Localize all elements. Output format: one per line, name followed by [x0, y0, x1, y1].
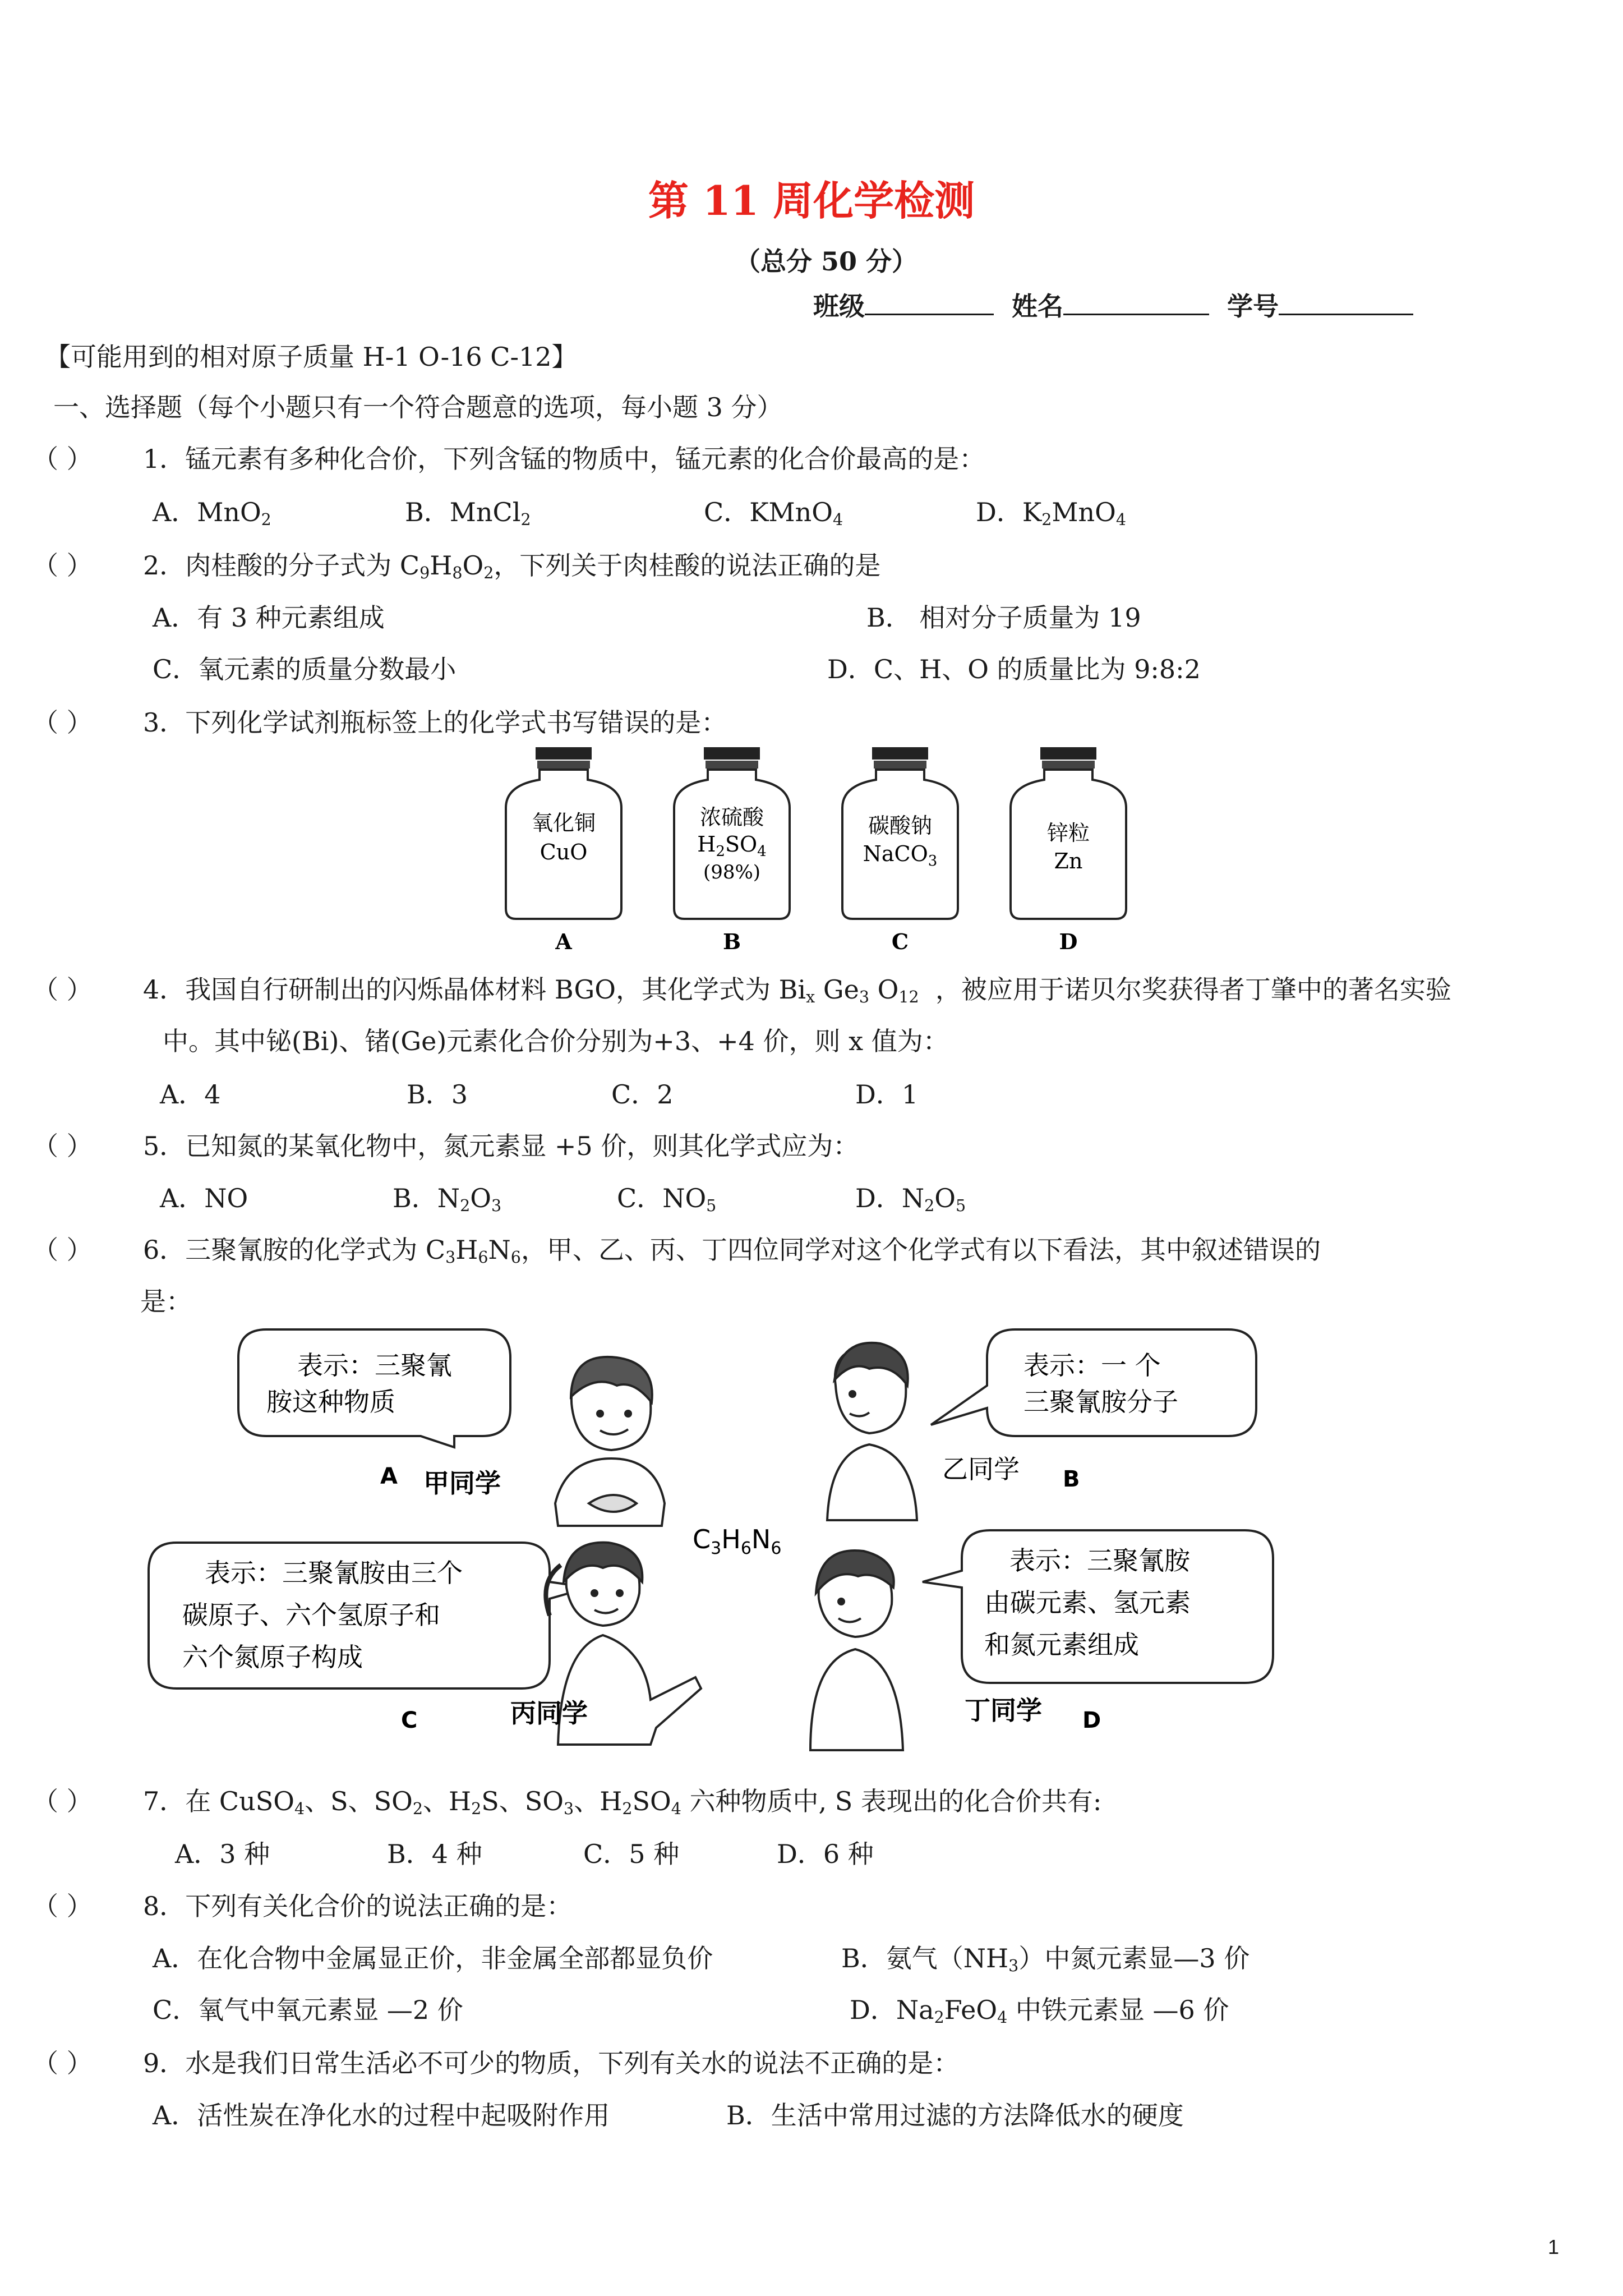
student-a-illustration — [555, 1357, 665, 1526]
q8-option-c: C．氧气中氧元素显 —2 价 — [153, 1995, 463, 2025]
answer-paren-q7[interactable]: （ ） — [33, 1786, 93, 1816]
class-label: 班级 — [813, 291, 865, 321]
page-number: 1 — [1548, 2235, 1560, 2258]
q2-option-c: C．氧元素的质量分数最小 — [153, 654, 457, 684]
student-d-illustration — [810, 1550, 903, 1750]
svg-text:胺这种物质: 胺这种物质 — [266, 1387, 395, 1417]
q5-option-d: D．$N_2O_5$ — [855, 1183, 966, 1216]
q8-option-b: B．氨气$(NH_3)$中氮元素显—3 价 — [841, 1943, 1250, 1976]
question-6-line2: 是： — [140, 1286, 192, 1317]
id-label: 学号 — [1227, 291, 1279, 321]
svg-text:表示：三聚氰: 表示：三聚氰 — [297, 1350, 452, 1381]
student-a-label: 甲同学 — [423, 1468, 501, 1498]
question-1: 1．锰元素有多种化合价，下列含锰的物质中，锰元素的化合价最高的是： — [143, 444, 985, 474]
bottle-c-name: 碳酸钠 — [868, 813, 933, 838]
bottle-b-letter: B — [722, 929, 741, 954]
student-c-label: 丙同学 — [510, 1698, 588, 1728]
speech-bubble-a — [238, 1329, 510, 1447]
q8-option-a: A．在化合物中金属显正价，非金属全部都显负价 — [153, 1943, 713, 1973]
id-blank[interactable] — [1279, 289, 1413, 315]
q1-option-d: D．$K_2MnO_4$ — [976, 497, 1127, 530]
svg-text:碳原子、六个氢原子和: 碳原子、六个氢原子和 — [182, 1600, 440, 1630]
question-7: 7．在 CuSO$_4$、S、$SO_2$、$H_2S$、$SO_3$、$H_2SO_4$ 六种物质中, S 表现出的化合价共有: — [143, 1786, 1102, 1819]
question-4: 4．我国自行研制出的闪烁晶体材料 BGO，其化学式为 $Bi_x$ $Ge_3$ $O_{12}$ ，被应用于诺贝尔奖获得者丁肇中的著名实验 — [143, 974, 1451, 1007]
q4-option-a: A．4 — [160, 1079, 221, 1110]
bottle-a-formula: CuO — [540, 840, 588, 864]
svg-text:表示：三聚氰胺: 表示：三聚氰胺 — [1009, 1545, 1190, 1576]
answer-paren-q1[interactable]: （ ） — [33, 444, 93, 474]
svg-text:和氮元素组成: 和氮元素组成 — [984, 1630, 1139, 1660]
bottle-d-formula: Zn — [1054, 849, 1083, 873]
bottle-a-name: 氧化铜 — [531, 811, 596, 835]
q4-option-b: B．3 — [407, 1079, 468, 1110]
q7-option-d: D．6 种 — [777, 1839, 874, 1869]
q7-option-c: C．5 种 — [583, 1839, 680, 1869]
speech-bubble-d — [923, 1530, 1273, 1683]
reagent-bottles-figure — [494, 740, 1127, 965]
svg-text:三聚氰胺分子: 三聚氰胺分子 — [1023, 1387, 1178, 1417]
svg-text:表示：三聚氰胺由三个: 表示：三聚氰胺由三个 — [205, 1558, 463, 1588]
svg-text:由碳元素、氢元素: 由碳元素、氢元素 — [984, 1588, 1191, 1618]
letter-b: B — [1063, 1466, 1080, 1492]
q4-option-c: C．2 — [611, 1079, 674, 1110]
bottle-b-formula: $H_2SO_4$ — [697, 832, 767, 860]
speech-bubble-c — [149, 1543, 589, 1688]
name-blank[interactable] — [1063, 289, 1209, 315]
q4-option-d: D．1 — [855, 1079, 919, 1110]
answer-paren-q6[interactable]: （ ） — [33, 1235, 93, 1265]
bottle-b — [674, 747, 790, 954]
letter-d: D — [1082, 1708, 1101, 1733]
bottle-c-formula: NaCO$_3$ — [863, 841, 938, 869]
q7-option-b: B．4 种 — [387, 1839, 482, 1869]
q5-option-b: B．$N_2O_3$ — [393, 1183, 502, 1216]
bottle-c — [842, 747, 958, 954]
q5-option-a: A．NO — [160, 1183, 248, 1213]
class-blank[interactable] — [865, 289, 994, 315]
q1-option-c: C．KMnO$_4$ — [704, 497, 843, 530]
q2-option-d: D．C、H、O 的质量比为 9:8:2 — [827, 654, 1201, 684]
q2-option-b: B． 相对分子质量为 19 — [866, 602, 1141, 633]
question-5: 5．已知氮的某氧化物中，氮元素显 +5 价，则其化学式应为： — [143, 1131, 859, 1161]
answer-paren-q4[interactable]: （ ） — [33, 974, 93, 1005]
question-9: 9．水是我们日常生活必不可少的物质，下列有关水的说法不正确的是： — [143, 2048, 960, 2078]
total-score: （总分 50 分） — [735, 246, 918, 277]
header-fields — [813, 286, 1413, 323]
q7-option-a: A．3 种 — [175, 1839, 270, 1869]
q1-option-a: A．MnO$_2$ — [153, 497, 271, 530]
svg-text:六个氮原子构成: 六个氮原子构成 — [182, 1642, 363, 1672]
question-6: 6．三聚氰胺的化学式为 $C_3H_6N_6$，甲、乙、丙、丁四位同学对这个化学式有以下看法，其中叙述错误的 — [143, 1235, 1321, 1267]
q9-option-b: B．生活中常用过滤的方法降低水的硬度 — [726, 2100, 1184, 2131]
bottle-d-letter: D — [1059, 929, 1078, 954]
q2-option-a: A．有 3 种元素组成 — [153, 602, 385, 633]
student-b-illustration — [827, 1343, 917, 1520]
student-b-label: 乙同学 — [942, 1454, 1020, 1484]
q9-option-a: A．活性炭在净化水的过程中起吸附作用 — [153, 2100, 610, 2131]
answer-paren-q8[interactable]: （ ） — [33, 1891, 93, 1921]
bottle-c-letter: C — [891, 929, 909, 954]
melamine-formula: $C_3H_6N_6$ — [693, 1524, 782, 1558]
letter-a: A — [380, 1464, 398, 1489]
bottle-a-letter: A — [555, 929, 572, 954]
melamine-opinions-figure — [140, 1318, 1290, 1767]
answer-paren-q3[interactable]: （ ） — [33, 707, 93, 738]
student-d-label: 丁同学 — [965, 1695, 1042, 1726]
question-3: 3．下列化学试剂瓶标签上的化学式书写错误的是： — [143, 707, 727, 738]
atomic-masses: 【可能用到的相对原子质量 H-1 O-16 C-12】 — [45, 342, 578, 372]
page-title: 第 11 周化学检测 — [648, 177, 975, 224]
letter-c: C — [401, 1708, 418, 1733]
answer-paren-q5[interactable]: （ ） — [33, 1131, 93, 1161]
svg-text:表示：一 个: 表示：一 个 — [1023, 1350, 1161, 1381]
bottle-b-extra: (98%) — [703, 861, 761, 884]
answer-paren-q9[interactable]: （ ） — [33, 2048, 93, 2078]
question-2: 2．肉桂酸的分子式为 $C_9H_8O_2$，下列关于肉桂酸的说法正确的是 — [143, 550, 881, 583]
question-8: 8．下列有关化合价的说法正确的是： — [143, 1891, 573, 1921]
bottle-d-name: 锌粒 — [1046, 821, 1090, 845]
bottle-d — [1011, 747, 1126, 954]
q5-option-c: C．$NO_5$ — [617, 1183, 717, 1216]
section-heading: 一、选择题（每个小题只有一个符合题意的选项，每小题 3 分） — [53, 392, 783, 422]
q8-option-d: D．$Na_2FeO_4$ 中铁元素显 —6 价 — [850, 1995, 1229, 2027]
name-label: 姓名 — [1012, 291, 1064, 321]
bottle-a — [506, 747, 621, 954]
answer-paren-q2[interactable]: （ ） — [33, 550, 93, 581]
bottle-b-name: 浓硫酸 — [699, 805, 764, 830]
speech-bubble-b — [931, 1329, 1256, 1436]
q1-option-b: B．MnCl$_2$ — [405, 497, 531, 530]
question-4-line2: 中。其中铋(Bi)、锗(Ge)元素化合价分别为+3、+4 价，则 x 值为： — [163, 1026, 949, 1056]
